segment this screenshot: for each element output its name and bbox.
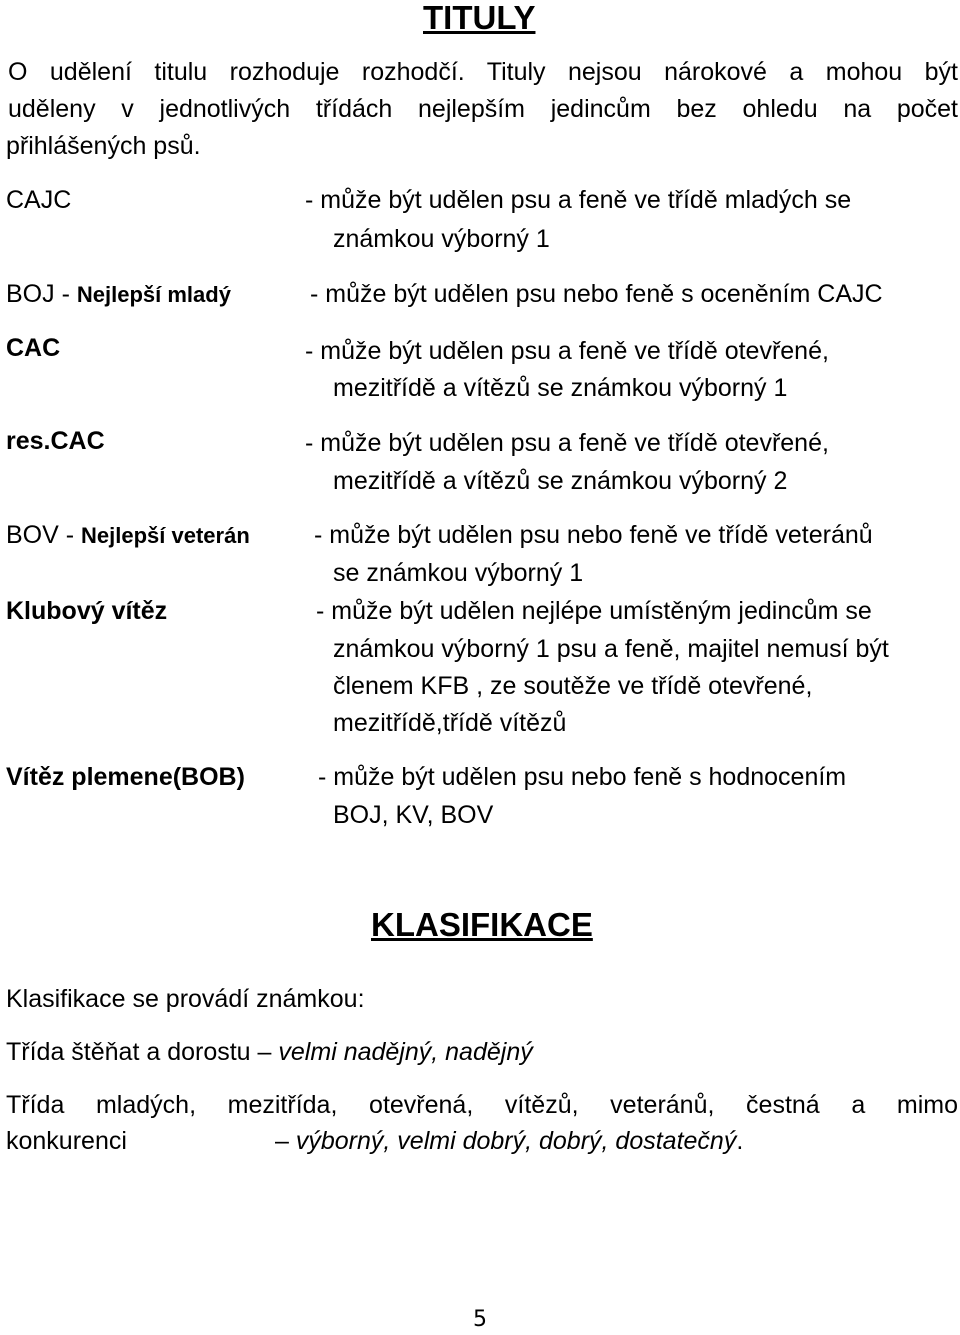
title-desc-bov-line-1: - může být udělen psu nebo feně ve třídě veteránů: [314, 521, 873, 549]
title-term-bov-code: BOV -: [6, 521, 75, 549]
title-term-cajc: CAJC: [6, 186, 72, 214]
title-desc-res-cac-line-1: - může být udělen psu a feně ve třídě otevřené,: [305, 429, 829, 457]
title-desc-cac-line-1: - může být udělen psu a feně ve třídě otevřené,: [305, 337, 829, 365]
classification-adult-period: .: [736, 1127, 744, 1155]
title-desc-club-winner-line-3: členem KFB , ze soutěže ve třídě otevřené,: [333, 672, 813, 700]
title-desc-boj-line-1: - může být udělen psu nebo feně s oceněním CAJC: [310, 280, 883, 308]
title-desc-cajc-line-2: známkou výborný 1: [333, 225, 550, 253]
title-desc-best-of-breed-line-2: BOJ, KV, BOV: [333, 801, 494, 829]
classification-puppy-label: Třída štěňat a dorostu: [6, 1038, 251, 1066]
classification-puppy-grades: velmi nadějný, nadějný: [278, 1038, 533, 1066]
classification-adult-grades: výborný, velmi dobrý, dobrý, dostatečný: [295, 1127, 737, 1155]
title-desc-cajc-line-1: - může být udělen psu a feně ve třídě mladých se: [305, 186, 852, 214]
title-term-club-winner: Klubový vítěz: [6, 597, 168, 625]
titles-intro-line-1: O udělení titulu rozhoduje rozhodčí. Tituly nejsou nárokové a mohou být: [8, 58, 958, 86]
title-term-bov-note: Nejlepší veterán: [81, 523, 250, 548]
classification-puppy-row: [6, 1037, 533, 1067]
title-desc-cac-line-2: mezitřídě a vítězů se známkou výborný 1: [333, 374, 788, 402]
titles-intro-line-3: přihlášených psů.: [6, 132, 201, 160]
title-term-best-of-breed: Vítěz plemene(BOB): [6, 763, 245, 791]
classification-adult-classes-label-end: konkurenci: [6, 1127, 127, 1155]
title-term-bov: [6, 520, 250, 551]
title-desc-res-cac-line-2: mezitřídě a vítězů se známkou výborný 2: [333, 467, 788, 495]
titles-heading: TITULY: [423, 0, 536, 36]
title-term-boj-note: Nejlepší mladý: [76, 282, 231, 307]
title-term-res-cac: res.CAC: [6, 427, 105, 455]
page-number: 5: [473, 1307, 487, 1332]
classification-puppy-dash: –: [257, 1038, 272, 1066]
title-term-boj: [6, 279, 231, 310]
title-desc-club-winner-line-1: - může být udělen nejlépe umístěným jedincům se: [316, 597, 872, 625]
classification-adult-dash: –: [275, 1127, 289, 1155]
title-term-cac: CAC: [6, 334, 61, 362]
titles-intro-line-2: uděleny v jednotlivých třídách nejlepším jedincům bez ohledu na počet: [8, 95, 958, 123]
classification-adult-classes-line-1: Třída mladých, mezitřída, otevřená, vítězů, veteránů, čestná a mimo: [6, 1091, 958, 1119]
classification-adult-classes-grades-row: [275, 1126, 743, 1156]
classification-heading: KLASIFIKACE: [371, 906, 593, 943]
title-desc-club-winner-line-2: známkou výborný 1 psu a feně, majitel nemusí být: [333, 635, 889, 663]
classification-intro: Klasifikace se provádí známkou:: [6, 985, 365, 1013]
title-desc-club-winner-line-4: mezitřídě,třídě vítězů: [333, 709, 567, 737]
title-desc-best-of-breed-line-1: - může být udělen psu nebo feně s hodnocením: [318, 763, 847, 791]
title-desc-bov-line-2: se známkou výborný 1: [333, 559, 584, 587]
title-term-boj-code: BOJ -: [6, 280, 70, 308]
